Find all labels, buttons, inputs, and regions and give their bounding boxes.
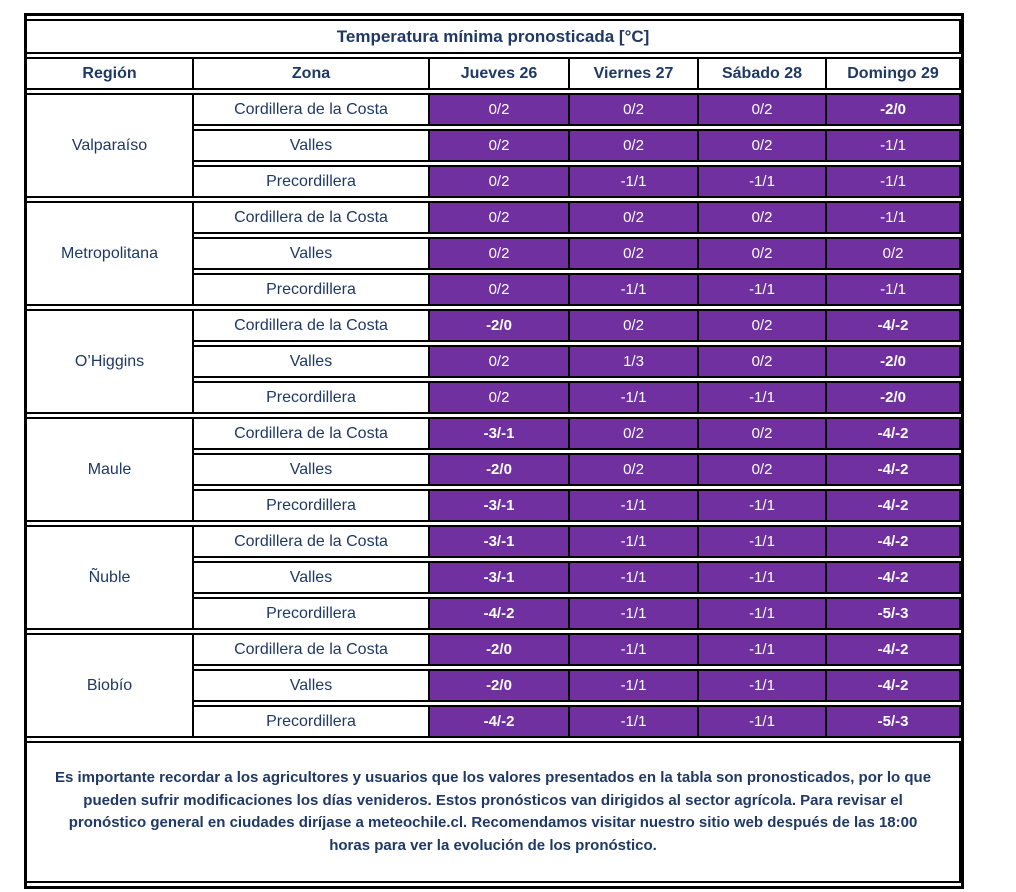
temp-cell: 0/2 — [430, 201, 570, 234]
temp-cell: -1/1 — [570, 381, 699, 414]
temp-cell: -1/1 — [699, 381, 827, 414]
temp-cell: -1/1 — [699, 273, 827, 306]
temp-cell: 0/2 — [430, 345, 570, 378]
column-header-jueves-26: Jueves 26 — [430, 57, 570, 90]
temp-cell: 0/2 — [699, 201, 827, 234]
temp-cell: 0/2 — [430, 237, 570, 270]
temp-cell: 0/2 — [699, 237, 827, 270]
zone-cell: Precordillera — [194, 273, 430, 306]
temp-cell: 0/2 — [570, 201, 699, 234]
temp-cell: 0/2 — [430, 93, 570, 126]
temp-cell: -4/-2 — [827, 561, 961, 594]
region-cell-valparaiso: Valparaíso — [27, 93, 194, 198]
temp-cell: 0/2 — [570, 309, 699, 342]
temp-cell: -4/-2 — [827, 525, 961, 558]
temp-cell: -5/-3 — [827, 705, 961, 738]
zone-cell: Cordillera de la Costa — [194, 417, 430, 450]
temp-cell: -4/-2 — [827, 417, 961, 450]
zone-cell: Precordillera — [194, 489, 430, 522]
zone-cell: Cordillera de la Costa — [194, 525, 430, 558]
temp-cell: 0/2 — [699, 93, 827, 126]
temp-cell: 0/2 — [699, 345, 827, 378]
temp-cell: 0/2 — [699, 453, 827, 486]
temp-cell: -1/1 — [570, 525, 699, 558]
temp-cell: 0/2 — [699, 309, 827, 342]
temp-cell: 0/2 — [570, 453, 699, 486]
temp-cell: -1/1 — [827, 273, 961, 306]
zone-cell: Valles — [194, 129, 430, 162]
temp-cell: -4/-2 — [430, 597, 570, 630]
temp-cell: -1/1 — [699, 597, 827, 630]
zone-cell: Cordillera de la Costa — [194, 633, 430, 666]
temp-cell: 0/2 — [827, 237, 961, 270]
temp-cell: 0/2 — [430, 129, 570, 162]
column-header-viernes-27: Viernes 27 — [570, 57, 699, 90]
temp-cell: 0/2 — [699, 417, 827, 450]
zone-cell: Valles — [194, 561, 430, 594]
zone-cell: Cordillera de la Costa — [194, 93, 430, 126]
note-box — [27, 741, 961, 883]
zone-cell: Cordillera de la Costa — [194, 309, 430, 342]
temp-cell: -2/0 — [430, 633, 570, 666]
temp-cell: -1/1 — [570, 633, 699, 666]
temp-cell: -1/1 — [570, 561, 699, 594]
temp-cell: -1/1 — [570, 597, 699, 630]
temp-cell: -1/1 — [570, 705, 699, 738]
column-header-zona: Zona — [194, 57, 430, 90]
note-text: Es importante recordar a los agricultores y usuarios que los valores presentados en la tabla son pronosticados, por lo que pueden sufrir modificaciones los días venideros. Estos pronósticos van dirigidos al sector agrícola. Para revisar el pronóstico general en ciudades diríjase a meteochile.cl. Recomendamos visitar nuestro sitio web después de las 18:00 horas para ver la evolución de los pronóstico. — [54, 769, 932, 854]
temp-cell: 0/2 — [430, 381, 570, 414]
temp-cell: -4/-2 — [827, 669, 961, 702]
temp-cell: -3/-1 — [430, 561, 570, 594]
forecast-panel — [24, 13, 958, 889]
temp-cell: 0/2 — [570, 237, 699, 270]
temp-cell: -4/-2 — [827, 309, 961, 342]
column-header-domingo-29: Domingo 29 — [827, 57, 961, 90]
region-cell-maule: Maule — [27, 417, 194, 522]
zone-cell: Precordillera — [194, 597, 430, 630]
temp-cell: -1/1 — [570, 165, 699, 198]
temp-cell: -1/1 — [570, 669, 699, 702]
temp-cell: -1/1 — [827, 129, 961, 162]
temp-cell: 0/2 — [430, 273, 570, 306]
temp-cell: -1/1 — [827, 201, 961, 234]
temp-cell: -1/1 — [570, 489, 699, 522]
region-cell-nuble: Ñuble — [27, 525, 194, 630]
temp-cell: 1/3 — [570, 345, 699, 378]
temp-cell: 0/2 — [570, 417, 699, 450]
temp-cell: -4/-2 — [827, 489, 961, 522]
temp-cell: -3/-1 — [430, 489, 570, 522]
temp-cell: 0/2 — [430, 165, 570, 198]
temp-cell: -4/-2 — [430, 705, 570, 738]
zone-cell: Precordillera — [194, 165, 430, 198]
temp-cell: -1/1 — [699, 561, 827, 594]
region-cell-ohiggins: O’Higgins — [27, 309, 194, 414]
temp-cell: -3/-1 — [430, 525, 570, 558]
temp-cell: -1/1 — [570, 273, 699, 306]
temp-cell: -2/0 — [827, 381, 961, 414]
column-header-sabado-28: Sábado 28 — [699, 57, 827, 90]
temp-cell: 0/2 — [570, 93, 699, 126]
temp-cell: -1/1 — [699, 633, 827, 666]
temp-cell: -4/-2 — [827, 453, 961, 486]
temp-cell: -2/0 — [827, 93, 961, 126]
zone-cell: Valles — [194, 669, 430, 702]
zone-cell: Valles — [194, 345, 430, 378]
temp-cell: 0/2 — [699, 129, 827, 162]
zone-cell: Valles — [194, 453, 430, 486]
temp-cell: -3/-1 — [430, 417, 570, 450]
temp-cell: -2/0 — [827, 345, 961, 378]
temp-cell: -2/0 — [430, 453, 570, 486]
temp-cell: -1/1 — [699, 669, 827, 702]
temp-cell: -2/0 — [430, 309, 570, 342]
zone-cell: Precordillera — [194, 705, 430, 738]
temp-cell: -1/1 — [699, 705, 827, 738]
temp-cell: -4/-2 — [827, 633, 961, 666]
region-cell-metropolitana: Metropolitana — [27, 201, 194, 306]
table-title: Temperatura mínima pronosticada [°C] — [27, 19, 961, 54]
forecast-table — [24, 13, 964, 889]
temp-cell: -1/1 — [699, 165, 827, 198]
region-cell-biobio: Biobío — [27, 633, 194, 738]
zone-cell: Valles — [194, 237, 430, 270]
temp-cell: 0/2 — [570, 129, 699, 162]
temp-cell: -1/1 — [699, 489, 827, 522]
column-header-region: Región — [27, 57, 194, 90]
temp-cell: -1/1 — [827, 165, 961, 198]
zone-cell: Cordillera de la Costa — [194, 201, 430, 234]
temp-cell: -2/0 — [430, 669, 570, 702]
zone-cell: Precordillera — [194, 381, 430, 414]
temp-cell: -1/1 — [699, 525, 827, 558]
temp-cell: -5/-3 — [827, 597, 961, 630]
